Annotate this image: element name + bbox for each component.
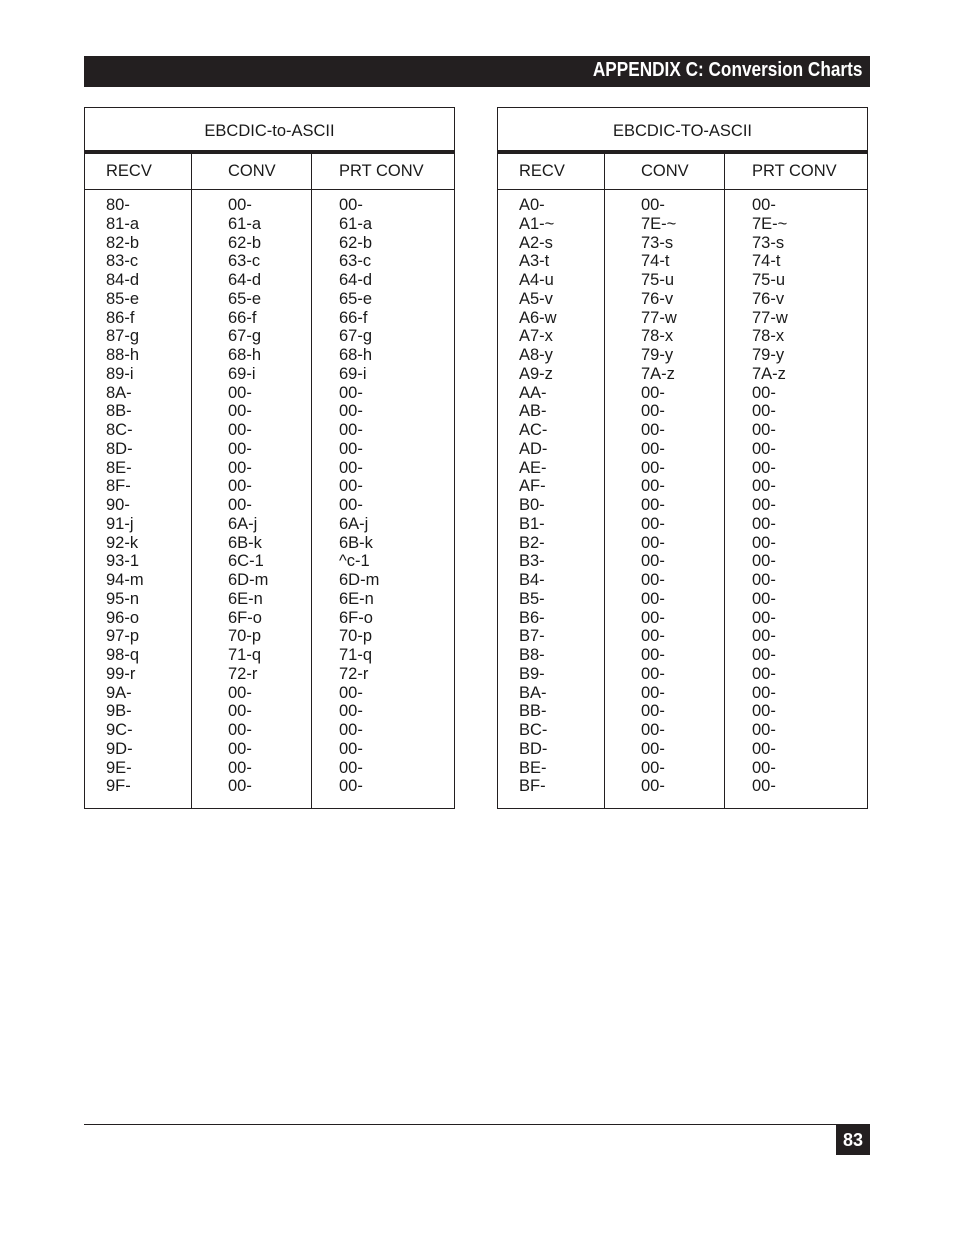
recv-column <box>519 196 557 796</box>
table-cell: 78-x <box>641 327 674 346</box>
table-cell: 9E- <box>106 758 132 777</box>
table-cell: 66-f <box>339 308 368 327</box>
conv-column <box>228 196 268 796</box>
table-cell: 6F-o <box>339 608 373 627</box>
table-cell: 92-k <box>106 533 139 552</box>
table-cell: 8C- <box>106 421 133 439</box>
column-divider <box>191 154 192 808</box>
table-cell: 00- <box>641 739 665 758</box>
table-cell: 00- <box>339 421 363 439</box>
table-cell: B8- <box>519 646 545 664</box>
column-divider <box>724 154 725 808</box>
table-cell: 00- <box>339 477 363 496</box>
page-title: APPENDIX C: Conversion Charts <box>592 59 862 81</box>
table-cell: 00- <box>228 683 252 702</box>
table-cell: 00- <box>752 608 776 627</box>
table-cell: 6A-j <box>228 514 258 533</box>
table-cell: A6-w <box>519 308 557 327</box>
table-cell: 91-j <box>106 514 134 533</box>
table-cell: A8-y <box>519 346 553 364</box>
page-number: 83 <box>836 1125 870 1155</box>
table-cell: BD- <box>519 739 548 758</box>
table-cell: 81-a <box>106 214 140 233</box>
table-cell: 8F- <box>106 477 131 496</box>
conversion-table-ebcdic-to-ascii-80-9f <box>84 107 455 809</box>
table-cell: 00- <box>228 402 252 421</box>
table-cell: 6D-m <box>228 571 269 589</box>
table-cell: 00- <box>752 721 776 739</box>
table-cell: 00- <box>228 439 252 458</box>
table-cell: 00- <box>228 758 252 777</box>
table-cell: 00- <box>641 402 665 421</box>
table-cell: 00- <box>752 571 776 589</box>
table-cell: 87-g <box>106 327 140 346</box>
column-divider <box>604 154 605 808</box>
column-header-recv: RECV <box>106 162 152 180</box>
table-cell: 62-b <box>228 233 262 252</box>
table-cell: B3- <box>519 552 545 571</box>
table-cell: BB- <box>519 702 547 721</box>
table-cell: 00- <box>228 383 252 402</box>
table-cell: 85-e <box>106 289 140 308</box>
conversion-table-ebcdic-to-ascii-a0-bf <box>497 107 868 809</box>
table-cell: 94-m <box>106 571 144 589</box>
header-bar <box>84 56 870 87</box>
table-cell: 00- <box>641 683 665 702</box>
table-cell: 9A- <box>106 683 132 702</box>
table-cell: 00- <box>641 664 665 683</box>
table-header-row <box>85 154 454 190</box>
table-cell: 73-s <box>752 233 785 252</box>
table-cell: 00- <box>641 702 665 721</box>
table-cell: 00- <box>752 196 776 214</box>
table-cell: 75-u <box>641 271 675 289</box>
table-cell: B5- <box>519 589 545 608</box>
table-cell: AD- <box>519 439 548 458</box>
table-cell: 00- <box>339 683 363 702</box>
table-cell: 00- <box>228 477 252 496</box>
table-cell: 75-u <box>752 271 786 289</box>
table-cell: 74-t <box>752 252 781 271</box>
table-cell: 00- <box>641 439 665 458</box>
table-cell: 89-i <box>106 364 134 383</box>
table-cell: 00- <box>228 458 252 477</box>
table-title: EBCDIC-TO-ASCII <box>612 122 753 140</box>
footer-divider <box>84 1124 870 1125</box>
table-cell: 8D- <box>106 439 133 458</box>
table-cell: 00- <box>752 402 776 421</box>
table-cell: AC- <box>519 421 548 439</box>
column-header-prt-conv: PRT CONV <box>752 162 837 180</box>
table-cell: 00- <box>752 514 776 533</box>
table-cell: 00- <box>641 477 665 496</box>
table-cell: 9D- <box>106 739 133 758</box>
table-cell: 79-y <box>641 346 674 364</box>
column-header-recv: RECV <box>519 162 565 180</box>
table-cell: 00- <box>228 702 252 721</box>
table-cell: 90- <box>106 496 130 514</box>
table-cell: 70-p <box>228 627 262 646</box>
table-cell: 00- <box>228 721 252 739</box>
table-cell: 00- <box>339 458 363 477</box>
table-cell: 65-e <box>228 289 262 308</box>
table-cell: 6A-j <box>339 514 369 533</box>
table-cell: 00- <box>752 458 776 477</box>
table-cell: 7A-z <box>641 364 675 383</box>
table-cell: 00- <box>752 664 776 683</box>
table-cell: 83-c <box>106 252 139 271</box>
table-cell: A3-t <box>519 252 550 271</box>
table-cell: ^c-1 <box>339 552 370 571</box>
column-header-conv: CONV <box>641 162 689 180</box>
table-cell: A5-v <box>519 289 553 308</box>
table-cell: 72-r <box>228 664 258 683</box>
table-cell: 00- <box>641 514 665 533</box>
table-cell: 74-t <box>641 252 670 271</box>
table-cell: A4-u <box>519 271 554 289</box>
table-cell: 6D-m <box>339 571 380 589</box>
table-cell: 61-a <box>228 214 262 233</box>
table-cell: 99-r <box>106 664 136 683</box>
table-cell: 9F- <box>106 777 131 796</box>
table-cell: B2- <box>519 533 545 552</box>
table-cell: BC- <box>519 721 548 739</box>
table-cell: 00- <box>228 196 252 214</box>
table-cell: 79-y <box>752 346 785 364</box>
prt-conv-column <box>752 196 788 796</box>
table-cell: 00- <box>641 383 665 402</box>
table-cell: 63-c <box>339 252 372 271</box>
table-cell: 00- <box>641 721 665 739</box>
table-cell: 78-x <box>752 327 785 346</box>
conv-column <box>641 196 677 796</box>
table-cell: 63-c <box>228 252 261 271</box>
table-cell: A0- <box>519 196 545 214</box>
table-cell: 67-g <box>339 327 373 346</box>
table-cell: 00- <box>641 608 665 627</box>
table-cell: 00- <box>339 496 363 514</box>
table-cell: 00- <box>641 571 665 589</box>
table-cell: 64-d <box>228 271 262 289</box>
table-cell: 00- <box>641 777 665 796</box>
recv-column <box>106 196 144 796</box>
table-header-row <box>498 154 867 190</box>
table-cell: 00- <box>752 646 776 664</box>
table-cell: A9-z <box>519 364 553 383</box>
table-cell: A1-~ <box>519 214 555 233</box>
table-cell: BE- <box>519 758 547 777</box>
table-cell: 9C- <box>106 721 133 739</box>
table-cell: 6E-n <box>339 589 374 608</box>
table-cell: BF- <box>519 777 546 796</box>
table-title: EBCDIC-to-ASCII <box>204 122 335 140</box>
table-cell: 00- <box>752 439 776 458</box>
table-cell: 77-w <box>752 308 788 327</box>
table-cell: 00- <box>752 777 776 796</box>
table-cell: 65-e <box>339 289 373 308</box>
table-cell: 98-q <box>106 646 140 664</box>
table-cell: AA- <box>519 383 547 402</box>
table-cell: 9B- <box>106 702 132 721</box>
table-cell: 00- <box>641 496 665 514</box>
table-cell: 7A-z <box>752 364 786 383</box>
table-cell: 00- <box>641 758 665 777</box>
table-cell: 00- <box>339 402 363 421</box>
table-cell: 00- <box>641 458 665 477</box>
table-cell: 76-v <box>752 289 785 308</box>
table-cell: 00- <box>752 739 776 758</box>
table-cell: B7- <box>519 627 545 646</box>
table-cell: 84-d <box>106 271 140 289</box>
table-cell: 71-q <box>228 646 262 664</box>
table-cell: 00- <box>752 533 776 552</box>
table-cell: B0- <box>519 496 545 514</box>
table-cell: 71-q <box>339 646 373 664</box>
table-cell: 7E-~ <box>641 214 677 233</box>
table-cell: 00- <box>641 196 665 214</box>
table-cell: 00- <box>752 589 776 608</box>
table-cell: 76-v <box>641 289 674 308</box>
column-header-conv: CONV <box>228 162 276 180</box>
table-cell: B6- <box>519 608 545 627</box>
table-cell: 62-b <box>339 233 373 252</box>
table-cell: 00- <box>752 702 776 721</box>
table-cell: 00- <box>641 589 665 608</box>
table-cell: 6F-o <box>228 608 262 627</box>
table-cell: 00- <box>752 627 776 646</box>
table-cell: 69-i <box>228 364 256 383</box>
table-cell: 00- <box>228 739 252 758</box>
table-cell: 00- <box>339 777 363 796</box>
table-cell: A2-s <box>519 233 553 252</box>
table-cell: B1- <box>519 514 545 533</box>
table-cell: 97-p <box>106 627 140 646</box>
table-cell: 68-h <box>228 346 262 364</box>
table-cell: 00- <box>641 533 665 552</box>
table-cell: 00- <box>641 552 665 571</box>
table-cell: 00- <box>752 383 776 402</box>
prt-conv-column <box>339 196 379 796</box>
table-cell: 00- <box>228 777 252 796</box>
table-cell: 96-o <box>106 608 140 627</box>
table-cell: 66-f <box>228 308 257 327</box>
table-cell: A7-x <box>519 327 553 346</box>
table-cell: BA- <box>519 683 547 702</box>
table-cell: 70-p <box>339 627 373 646</box>
table-cell: 6C-1 <box>228 552 264 571</box>
table-cell: 67-g <box>228 327 262 346</box>
table-cell: 6E-n <box>228 589 263 608</box>
table-cell: 00- <box>339 383 363 402</box>
table-cell: 00- <box>339 739 363 758</box>
table-cell: 64-d <box>339 271 373 289</box>
table-cell: 00- <box>339 702 363 721</box>
table-cell: 8E- <box>106 458 132 477</box>
column-header-prt-conv: PRT CONV <box>339 162 424 180</box>
table-cell: 61-a <box>339 214 373 233</box>
table-cell: 77-w <box>641 308 677 327</box>
table-cell: AE- <box>519 458 547 477</box>
table-cell: 72-r <box>339 664 369 683</box>
table-cell: 00- <box>752 421 776 439</box>
table-cell: 82-b <box>106 233 140 252</box>
table-cell: B9- <box>519 664 545 683</box>
table-cell: AF- <box>519 477 546 496</box>
table-cell: 00- <box>752 758 776 777</box>
table-cell: 86-f <box>106 308 135 327</box>
table-cell: 00- <box>641 421 665 439</box>
table-cell: 00- <box>641 627 665 646</box>
table-cell: B4- <box>519 571 545 589</box>
table-cell: 00- <box>752 552 776 571</box>
table-cell: 6B-k <box>228 533 262 552</box>
table-cell: 95-n <box>106 589 140 608</box>
table-cell: 00- <box>752 477 776 496</box>
table-cell: 68-h <box>339 346 373 364</box>
table-cell: 69-i <box>339 364 367 383</box>
table-cell: 6B-k <box>339 533 373 552</box>
table-cell: 00- <box>641 646 665 664</box>
table-cell: 00- <box>228 496 252 514</box>
table-cell: 00- <box>752 683 776 702</box>
table-cell: 8A- <box>106 383 132 402</box>
table-cell: 00- <box>339 196 363 214</box>
table-cell: 7E-~ <box>752 214 788 233</box>
table-cell: 00- <box>752 496 776 514</box>
table-cell: 80- <box>106 196 130 214</box>
table-cell: AB- <box>519 402 547 421</box>
table-cell: 00- <box>228 421 252 439</box>
table-cell: 00- <box>339 758 363 777</box>
table-cell: 00- <box>339 439 363 458</box>
column-divider <box>311 154 312 808</box>
table-cell: 93-1 <box>106 552 140 571</box>
table-cell: 8B- <box>106 402 132 421</box>
table-cell: 88-h <box>106 346 140 364</box>
table-cell: 00- <box>339 721 363 739</box>
table-cell: 73-s <box>641 233 674 252</box>
